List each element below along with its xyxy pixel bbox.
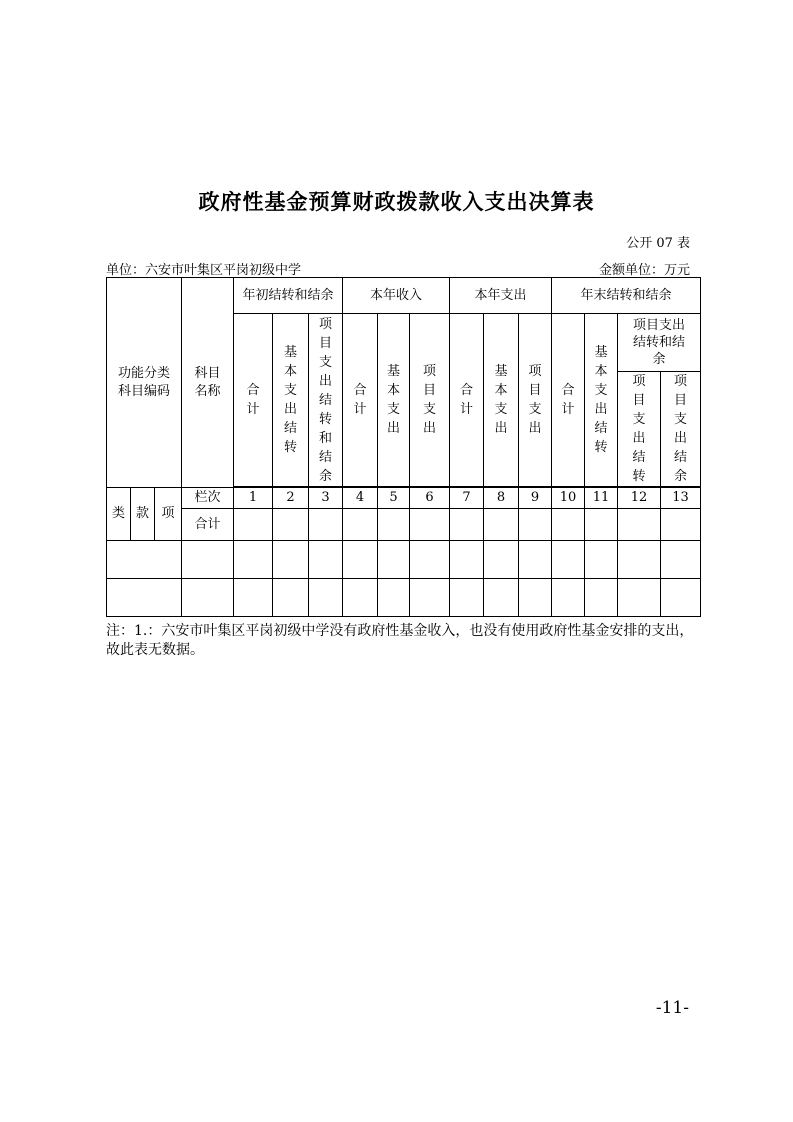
proj-exp-surplus-header: 项目支出结余 <box>661 372 701 487</box>
col-index-label: 栏次 <box>182 488 234 509</box>
begin-total-header: 合计 <box>234 314 273 487</box>
money-unit-label: 金额单位：万元 <box>598 263 690 278</box>
col-number: 2 <box>273 488 309 509</box>
end-carry-header: 年末结转和结余 <box>552 278 701 314</box>
table-cell <box>234 509 273 541</box>
col-number: 12 <box>618 488 661 509</box>
col-number: 7 <box>450 488 484 509</box>
table-cell <box>410 509 450 541</box>
table-cell <box>182 579 234 617</box>
table-row <box>107 579 701 617</box>
col-number: 4 <box>343 488 378 509</box>
income-header: 本年收入 <box>343 278 450 314</box>
col-number: 10 <box>552 488 585 509</box>
income-total-header: 合计 <box>343 314 378 487</box>
col-number: 8 <box>484 488 519 509</box>
budget-table <box>106 277 701 617</box>
expend-basic-header: 基本支出 <box>484 314 519 487</box>
page-number: -11- <box>655 998 689 1018</box>
func-code-header: 功能分类科目编码 <box>107 278 182 488</box>
expend-proj-header: 项目支出 <box>519 314 552 487</box>
page-title: 政府性基金预算财政拨款收入支出决算表 <box>198 190 595 214</box>
proj-exp-carry-header: 项目支出结转 <box>618 372 661 487</box>
table-cell <box>107 579 182 617</box>
table-cell <box>343 509 378 541</box>
table-cell <box>182 541 234 579</box>
footnote: 注：1.：六安市叶集区平岗初级中学没有政府性基金收入，也没有使用政府性基金安排的支出，故此表无数据。 <box>106 623 694 658</box>
xiang-header: 项 <box>155 488 182 541</box>
form-number: 公开 07 表 <box>626 236 690 251</box>
table-cell <box>273 509 309 541</box>
income-basic-header: 基本支出 <box>378 314 410 487</box>
kuan-header: 款 <box>131 488 155 541</box>
table-cell <box>309 509 343 541</box>
proj-carry-header: 项目支出结转和结余 <box>618 314 701 372</box>
col-number: 6 <box>410 488 450 509</box>
end-total-header: 合计 <box>552 314 585 487</box>
expend-header: 本年支出 <box>450 278 552 314</box>
col-number: 13 <box>661 488 701 509</box>
subject-name-header: 科目名称 <box>182 278 234 488</box>
table-cell <box>450 509 484 541</box>
col-number: 5 <box>378 488 410 509</box>
table-cell <box>618 509 661 541</box>
col-number: 9 <box>519 488 552 509</box>
begin-basic-carry-header: 基本支出结转 <box>273 314 309 487</box>
table-cell <box>484 509 519 541</box>
begin-proj-carry-header: 项目支出结转和结余 <box>309 314 343 487</box>
table-cell <box>585 509 618 541</box>
table-cell <box>107 541 182 579</box>
income-proj-header: 项目支出 <box>410 314 450 487</box>
unit-label: 单位：六安市叶集区平岗初级中学 <box>106 263 302 278</box>
col-number: 11 <box>585 488 618 509</box>
sum-row-label: 合计 <box>182 509 234 541</box>
table-row <box>107 541 701 579</box>
col-number: 3 <box>309 488 343 509</box>
table-cell <box>552 509 585 541</box>
table-cell <box>378 509 410 541</box>
end-basic-carry-header: 基本支出结转 <box>585 314 618 487</box>
col-number: 1 <box>234 488 273 509</box>
lei-header: 类 <box>107 488 131 541</box>
table-cell <box>519 509 552 541</box>
table-cell <box>661 509 701 541</box>
begin-carry-header: 年初结转和结余 <box>234 278 343 314</box>
expend-total-header: 合计 <box>450 314 484 487</box>
